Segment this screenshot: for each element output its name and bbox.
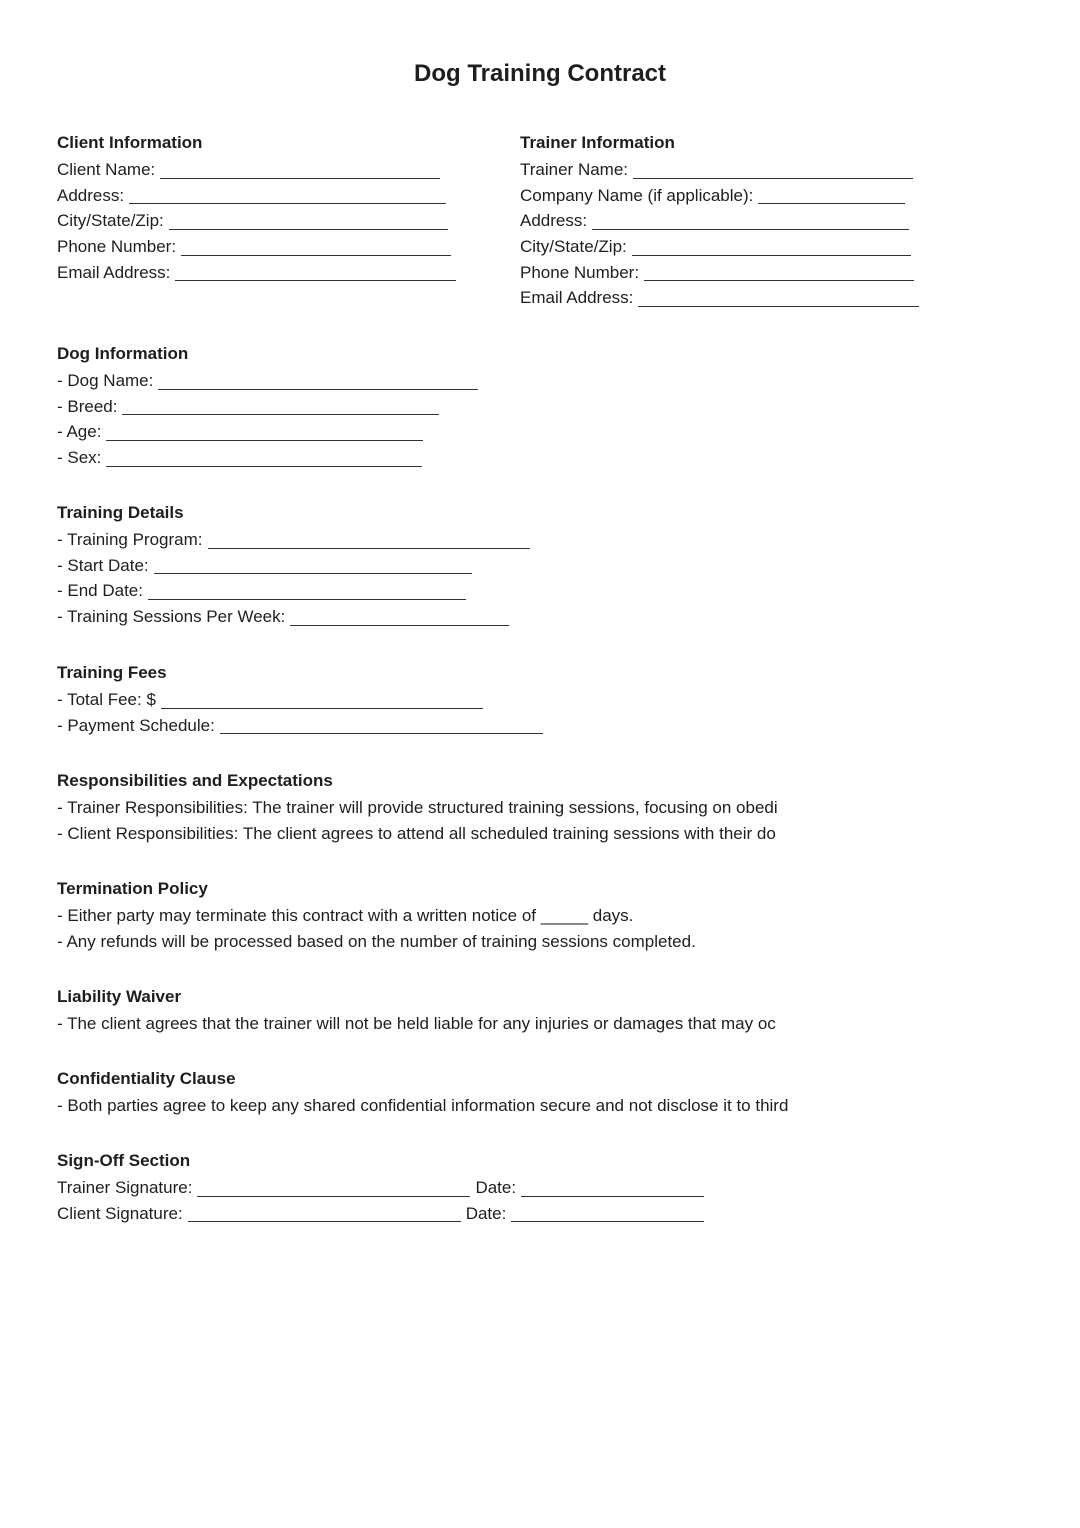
age-field[interactable]: [57, 419, 423, 445]
trainer-responsibilities-text: - Trainer Responsibilities: The trainer will provide structured training sessions, focusing on obedi: [57, 797, 778, 817]
blank-line[interactable]: [220, 715, 543, 734]
field-label: City/State/Zip:: [520, 237, 627, 257]
trainer-phone-field[interactable]: [520, 260, 914, 286]
sex-field[interactable]: [57, 445, 422, 471]
client-responsibilities-text: - Client Responsibilities: The client agrees to attend all scheduled training sessions with their do: [57, 823, 776, 843]
field-label: Company Name (if applicable):: [520, 185, 754, 205]
date-label: Date:: [475, 1177, 517, 1197]
field-label: Trainer Signature:: [57, 1177, 193, 1197]
document-title: Dog Training Contract: [414, 60, 666, 87]
field-label: - Training Sessions Per Week:: [57, 607, 286, 627]
confidentiality-text: - Both parties agree to keep any shared confidential information secure and not disclose it to third: [57, 1095, 789, 1115]
section-heading: Responsibilities and Expectations: [57, 771, 333, 790]
section-heading: Training Fees: [57, 663, 167, 682]
blank-line[interactable]: [148, 581, 466, 600]
blank-line[interactable]: [158, 371, 478, 390]
field-label: - Sex:: [57, 448, 102, 468]
refund-text: - Any refunds will be processed based on the number of training sessions completed.: [57, 931, 696, 951]
sign-off-section: [57, 1147, 704, 1226]
client-date-line[interactable]: [511, 1203, 704, 1222]
blank-line[interactable]: [175, 262, 456, 281]
blank-line[interactable]: [181, 237, 451, 256]
sessions-per-week-field[interactable]: [57, 604, 509, 630]
client-information-section: [57, 129, 456, 285]
field-label: Phone Number:: [57, 237, 177, 257]
client-city-state-zip-field[interactable]: [57, 208, 448, 234]
client-phone-field[interactable]: [57, 234, 451, 260]
section-heading: Sign-Off Section: [57, 1151, 191, 1170]
date-label: Date:: [465, 1203, 507, 1223]
blank-line[interactable]: [633, 160, 913, 179]
notice-period-text: - Either party may terminate this contract with a written notice of _____ days.: [57, 905, 634, 925]
field-label: - End Date:: [57, 581, 143, 601]
blank-line[interactable]: [632, 237, 911, 256]
trainer-signature-row: [57, 1175, 704, 1201]
section-heading: Training Details: [57, 503, 184, 522]
blank-line[interactable]: [638, 288, 919, 307]
blank-line[interactable]: [290, 607, 509, 626]
field-label: - Age:: [57, 422, 102, 442]
total-fee-field[interactable]: [57, 687, 483, 713]
confidentiality-section: [57, 1065, 788, 1119]
company-name-field[interactable]: [520, 183, 905, 209]
liability-waiver-section: [57, 983, 776, 1037]
dog-information-section: [57, 340, 478, 471]
field-label: Trainer Name:: [520, 159, 629, 179]
field-label: Address:: [520, 211, 588, 231]
blank-line[interactable]: [129, 185, 446, 204]
responsibilities-section: [57, 767, 778, 846]
client-signature-row: [57, 1201, 704, 1227]
field-label: Address:: [57, 185, 125, 205]
training-fees-section: [57, 659, 543, 738]
client-signature-line[interactable]: [188, 1203, 461, 1222]
section-heading: Liability Waiver: [57, 987, 182, 1006]
liability-text: - The client agrees that the trainer will not be held liable for any injuries or damages that may oc: [57, 1013, 776, 1033]
field-label: - Start Date:: [57, 555, 149, 575]
trainer-information-section: [520, 129, 919, 311]
field-label: Email Address:: [520, 288, 634, 308]
trainer-city-state-zip-field[interactable]: [520, 234, 911, 260]
trainer-address-field[interactable]: [520, 208, 909, 234]
blank-line[interactable]: [160, 160, 440, 179]
field-label: Client Signature:: [57, 1203, 183, 1223]
client-name-field[interactable]: [57, 157, 440, 183]
section-heading: Confidentiality Clause: [57, 1069, 236, 1088]
training-program-field[interactable]: [57, 527, 530, 553]
field-label: - Payment Schedule:: [57, 715, 215, 735]
trainer-name-field[interactable]: [520, 157, 913, 183]
start-date-field[interactable]: [57, 553, 472, 579]
dog-name-field[interactable]: [57, 368, 478, 394]
field-label: City/State/Zip:: [57, 211, 164, 231]
blank-line[interactable]: [592, 211, 909, 230]
client-address-field[interactable]: [57, 183, 446, 209]
field-label: - Training Program:: [57, 529, 203, 549]
section-heading: Trainer Information: [520, 133, 675, 152]
blank-line[interactable]: [154, 555, 472, 574]
blank-line[interactable]: [169, 211, 448, 230]
blank-line[interactable]: [758, 185, 905, 204]
field-label: - Dog Name:: [57, 370, 154, 390]
breed-field[interactable]: [57, 394, 439, 420]
payment-schedule-field[interactable]: [57, 713, 543, 739]
termination-policy-section: [57, 875, 696, 954]
trainer-date-line[interactable]: [521, 1178, 704, 1197]
section-heading: Client Information: [57, 133, 203, 152]
field-label: - Breed:: [57, 396, 118, 416]
field-label: Client Name:: [57, 159, 156, 179]
blank-line[interactable]: [208, 530, 531, 549]
blank-line[interactable]: [106, 422, 423, 441]
field-label: Email Address:: [57, 262, 171, 282]
blank-line[interactable]: [122, 396, 439, 415]
end-date-field[interactable]: [57, 578, 466, 604]
section-heading: Dog Information: [57, 344, 189, 363]
client-email-field[interactable]: [57, 260, 456, 286]
field-label: - Total Fee: $: [57, 689, 156, 709]
blank-line[interactable]: [106, 448, 422, 467]
trainer-email-field[interactable]: [520, 285, 919, 311]
section-heading: Termination Policy: [57, 879, 208, 898]
training-details-section: [57, 499, 530, 630]
blank-line[interactable]: [644, 262, 914, 281]
trainer-signature-line[interactable]: [197, 1178, 470, 1197]
field-label: Phone Number:: [520, 262, 640, 282]
blank-line[interactable]: [161, 690, 483, 709]
